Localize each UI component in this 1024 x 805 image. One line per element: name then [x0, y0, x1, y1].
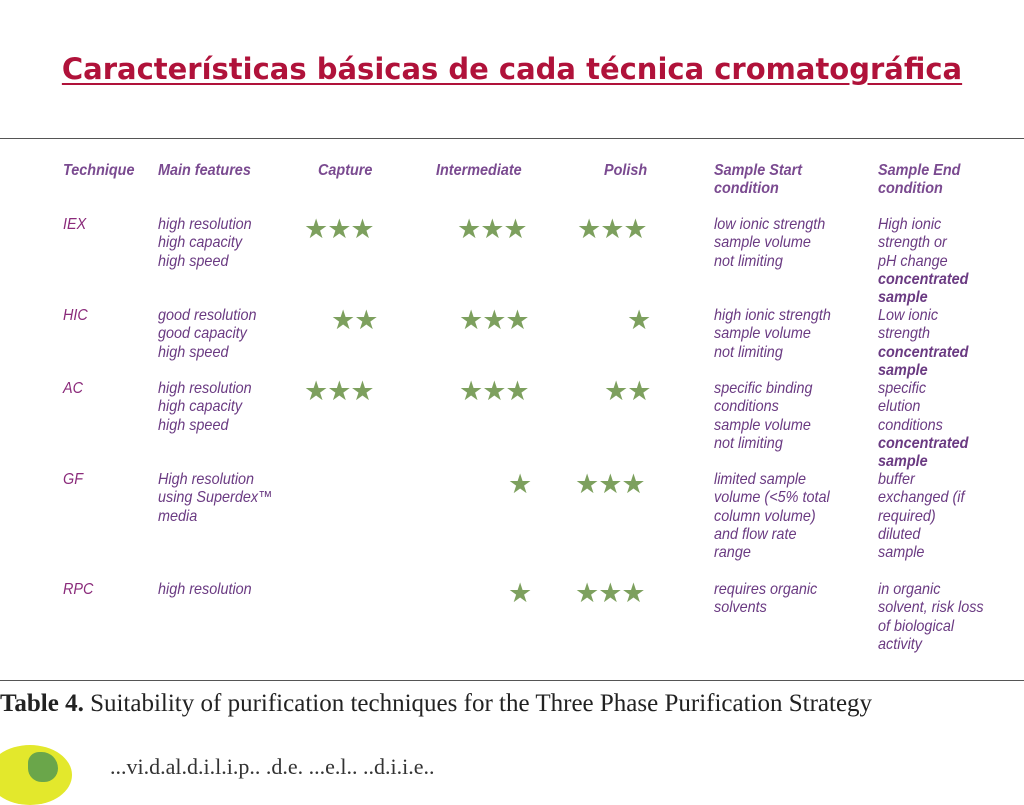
end-line: required): [878, 507, 936, 525]
start-line: sample volume: [714, 234, 811, 252]
header-main-features: Main features: [158, 162, 251, 179]
end-line: concentrated: [878, 434, 969, 452]
intermediate-rating-ac: ★★★: [459, 376, 529, 407]
start-line: solvents: [714, 599, 767, 617]
features-ac: [158, 380, 252, 435]
end-line: sample: [878, 289, 928, 307]
feature-line: media: [158, 507, 198, 525]
end-line: of biological: [878, 617, 955, 635]
start-line: volume (<5% total: [714, 489, 830, 507]
header-sample-start-line1: Sample Start: [714, 162, 803, 179]
start-condition-hic: [714, 307, 831, 362]
start-line: high ionic strength: [714, 307, 831, 324]
header-sample-end-line1: Sample End: [878, 162, 961, 179]
features-hic: [158, 307, 256, 362]
technique-rpc: RPC: [63, 581, 94, 598]
feature-line: high speed: [158, 343, 229, 361]
polish-rating-rpc: ★★★: [575, 578, 645, 609]
end-line: diluted: [878, 525, 921, 543]
end-line: conditions: [878, 416, 943, 434]
header-capture: Capture: [318, 162, 373, 179]
table-caption: [0, 690, 1024, 718]
end-line: elution: [878, 398, 921, 416]
end-condition-gf: [878, 471, 964, 562]
start-line: not limiting: [714, 343, 783, 361]
features-iex: [158, 216, 252, 271]
end-line: Low ionic: [878, 307, 939, 324]
start-line: sample volume: [714, 325, 811, 343]
feature-line: high capacity: [158, 234, 243, 252]
intermediate-rating-gf: ★: [508, 469, 532, 500]
header-sample-start-line2: condition: [714, 180, 779, 198]
cut-off-footer-text: ...vi.d.al.d.i.l.i.p.. .d.e. ...e.l.. ..d.i.i.e..: [110, 754, 435, 779]
intermediate-rating-iex: ★★★: [457, 214, 527, 245]
polish-rating-hic: ★: [627, 305, 651, 336]
start-line: sample volume: [714, 416, 811, 434]
end-line: High ionic: [878, 216, 942, 233]
page-title: Características básicas de cada técnica cromatográfica: [61, 52, 963, 86]
technique-iex: IEX: [63, 216, 87, 233]
caption-label: Table 4.: [0, 690, 84, 717]
intermediate-rating-rpc: ★: [508, 578, 532, 609]
start-line: column volume): [714, 507, 816, 525]
start-line: not limiting: [714, 252, 783, 270]
start-line: low ionic strength: [714, 216, 826, 233]
end-line: exchanged (if: [878, 489, 965, 507]
capture-rating-ac: ★★★: [304, 376, 374, 407]
table-top-rule: [0, 138, 1024, 139]
end-condition-rpc: [878, 581, 984, 654]
end-line: solvent, risk loss: [878, 599, 984, 617]
feature-line: high capacity: [158, 398, 243, 416]
end-line: pH change: [878, 252, 948, 270]
feature-line: high speed: [158, 252, 229, 270]
end-line: sample: [878, 361, 928, 379]
start-condition-ac: [714, 380, 812, 453]
end-line: concentrated: [878, 270, 969, 288]
technique-ac: AC: [63, 380, 84, 397]
feature-line: using Superdex™: [158, 489, 273, 507]
feature-line: high resolution: [158, 581, 252, 598]
end-line: sample: [878, 453, 928, 471]
header-sample-end-line2: condition: [878, 180, 943, 198]
intermediate-rating-hic: ★★★: [459, 305, 529, 336]
feature-line: good capacity: [158, 325, 247, 343]
feature-line: good resolution: [158, 307, 257, 324]
end-line: buffer: [878, 471, 915, 488]
table-bottom-rule: [0, 680, 1024, 681]
header-sample-end: [878, 162, 960, 199]
start-line: and flow rate: [714, 525, 797, 543]
end-line: strength: [878, 325, 931, 343]
start-condition-rpc: [714, 581, 817, 618]
features-rpc: [158, 581, 252, 599]
end-condition-hic: [878, 307, 968, 380]
end-condition-iex: [878, 216, 968, 307]
capture-rating-iex: ★★★: [304, 214, 374, 245]
start-line: specific binding: [714, 380, 813, 397]
end-line: sample: [878, 544, 925, 562]
capture-rating-hic: ★★: [331, 305, 378, 336]
start-line: conditions: [714, 398, 779, 416]
header-technique: Technique: [63, 162, 135, 179]
feature-line: high speed: [158, 416, 229, 434]
end-line: specific: [878, 380, 927, 397]
header-polish: Polish: [604, 162, 648, 179]
end-line: activity: [878, 635, 923, 653]
leaf-icon: [28, 752, 58, 782]
start-line: not limiting: [714, 434, 783, 452]
end-line: concentrated: [878, 343, 969, 361]
technique-gf: GF: [63, 471, 83, 488]
start-line: range: [714, 544, 751, 562]
end-condition-ac: [878, 380, 968, 471]
start-condition-gf: [714, 471, 830, 562]
feature-line: High resolution: [158, 471, 255, 488]
feature-line: high resolution: [158, 380, 252, 397]
polish-rating-iex: ★★★: [577, 214, 647, 245]
end-line: strength or: [878, 234, 947, 252]
polish-rating-ac: ★★: [604, 376, 651, 407]
end-line: in organic: [878, 581, 941, 598]
features-gf: [158, 471, 272, 526]
polish-rating-gf: ★★★: [575, 469, 645, 500]
caption-text: Suitability of purification techniques for the Three Phase Purification Strategy: [83, 690, 873, 717]
start-condition-iex: [714, 216, 825, 271]
header-sample-start: [714, 162, 802, 199]
feature-line: high resolution: [158, 216, 252, 233]
start-line: requires organic: [714, 581, 818, 598]
header-intermediate: Intermediate: [436, 162, 522, 179]
technique-hic: HIC: [63, 307, 88, 324]
start-line: limited sample: [714, 471, 807, 488]
